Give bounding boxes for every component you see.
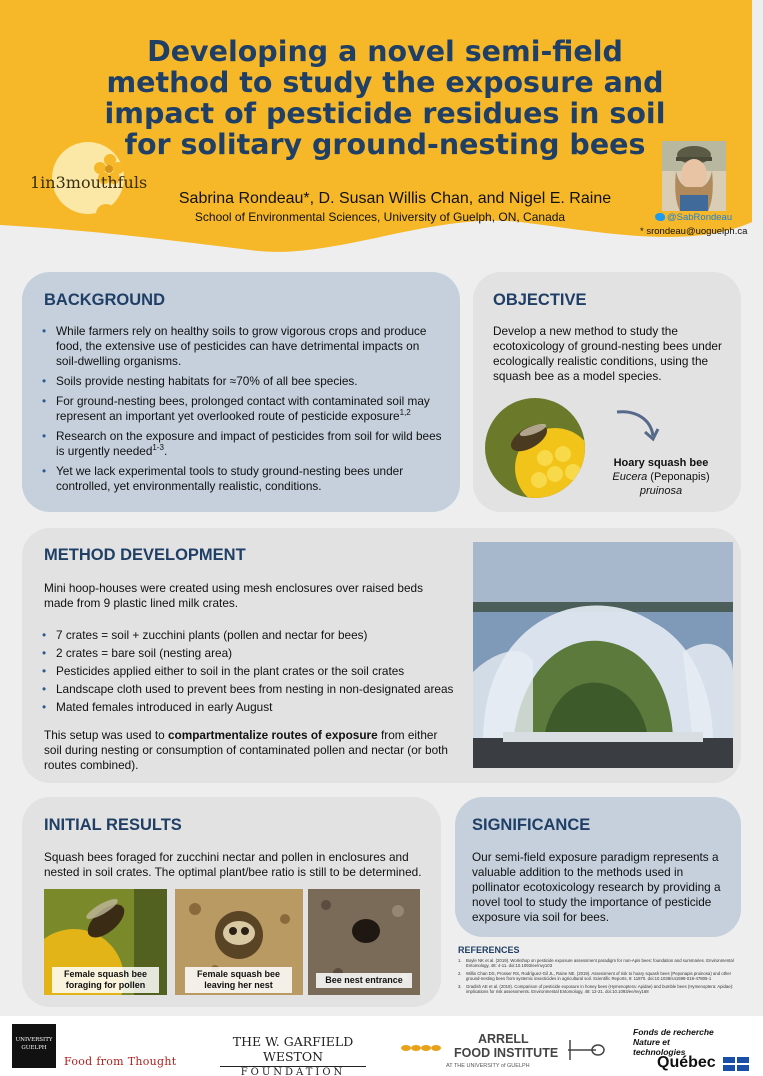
- list-item: • Research on the exposure and impact of pesticides from soil for wild bees is urgently needed$^{1-3}$.: [42, 429, 444, 459]
- fork-icon: [566, 1038, 606, 1062]
- guelph-logo: UNIVERSITY GUELPH: [12, 1024, 56, 1068]
- poster-header: [0, 0, 763, 270]
- results-text: Squash bees foraged for zucchini nectar and pollen in enclosures and nested in soil crates. The optimal plant/bee ratio is still to be determined.: [44, 850, 422, 879]
- authors: Sabrina Rondeau*, D. Susan Willis Chan, and Nigel E. Raine: [178, 190, 612, 207]
- arrell-logo: ARRELL FOOD INSTITUTE AT THE UNIVERSITY of GUELPH: [398, 1028, 608, 1072]
- photo-caption: Female squash bee foraging for pollen: [52, 967, 159, 993]
- species-scientific-name: Eucera (Peponapis) pruinosa: [612, 471, 710, 497]
- list-item: • 2 crates = bare soil (nesting area): [42, 646, 462, 661]
- food-from-thought-logo: Food from Thought: [64, 1055, 177, 1068]
- author-photo: [662, 141, 726, 211]
- results-heading: INITIAL RESULTS: [44, 816, 182, 834]
- quebec-flag-icon: [723, 1057, 749, 1071]
- photo-caption: Female squash bee leaving her nest: [185, 967, 292, 993]
- background-panel: [22, 272, 460, 512]
- hoop-house-photo: [473, 542, 733, 768]
- reference-item: 3. Gradish AE et al. (2019). Comparison of pesticide exposure in honey bees (Hymenoptera: Apidae) and bumble bees (Hymenoptera: Apidae): implications for risk assessments. Environmental Entomology, 48: 12-21. doi:10.1093/ee/nvy168: [458, 983, 734, 995]
- results-panel: [22, 797, 441, 1007]
- species-caption: [591, 456, 731, 498]
- method-panel: [22, 528, 741, 783]
- method-list: [42, 628, 462, 718]
- references-list: [458, 958, 743, 996]
- references-heading: REFERENCES: [458, 945, 520, 955]
- list-item: • Yet we lack experimental tools to study ground-nesting bees under controlled, yet environmentally realistic, conditions.: [42, 464, 444, 494]
- method-conclusion: This setup was used to compartmentalize routes of exposure from either soil during nesting or consumption of contaminated pollen and nectar (or both routes combined).: [44, 728, 448, 772]
- list-item: • Landscape cloth used to prevent bees from nesting in non-designated areas: [42, 682, 462, 697]
- list-item: • For ground-nesting bees, prolonged contact with contaminated soil may represent an important yet overlooked route of pesticide exposure$^{1,2}$: [42, 394, 444, 424]
- poster-title: Developing a novel semi-field method to study the exposure and impact of pesticide residues in soil for solitary ground-nesting bees: [104, 35, 666, 161]
- list-item: • 7 crates = soil + zucchini plants (pollen and nectar for bees): [42, 628, 462, 643]
- squash-bee-photo: [485, 398, 585, 498]
- objective-panel: [473, 272, 741, 512]
- wheat-icon: [398, 1036, 448, 1060]
- twitter-handle[interactable]: @SabRondeau: [655, 212, 732, 223]
- list-item: • While farmers rely on healthy soils to grow vigorous crops and produce food, the extensive use of pesticides can have detrimental impacts on soil-dwelling organisms.: [42, 324, 444, 369]
- significance-heading: SIGNIFICANCE: [472, 816, 591, 834]
- method-intro: Mini hoop-houses were created using mesh enclosures over raised beds made from 9 plastic lined milk crates.: [44, 581, 424, 610]
- list-item: • Soils provide nesting habitats for ≈70% of all bee species.: [42, 374, 444, 389]
- method-heading: METHOD DEVELOPMENT: [44, 546, 246, 564]
- significance-panel: [455, 797, 741, 937]
- arrow-icon: [613, 406, 663, 442]
- photo-caption: Bee nest entrance: [316, 973, 412, 988]
- affiliation: School of Environmental Sciences, University of Guelph, ON, Canada: [194, 210, 566, 224]
- weston-foundation-logo: THE W. GARFIELD WESTON FOUNDATION: [210, 1034, 376, 1076]
- objective-text: Develop a new method to study the ecotoxicology of ground-nesting bees under ecologically realistic conditions, using the squash bee as a model species.: [493, 324, 722, 383]
- reference-item: 2. Willis Chan DS, Prosser RS, Rodríguez-Gil JL, Raine NE. (2019). Assessment of risk to hoary squash bees (Peponapis pruinosa) and other ground-nesting bees from systemic insecticides in agricultural soil. Scientific Reports, 9: 11870. doi:10.1038/s41598-019-47805-1: [458, 970, 732, 982]
- reference-item: 1. Boyle NK et al. (2019). Workshop on pesticide exposure assessment paradigm for non-Apis bees: foundation and summaries. Environmental Entomology, 48: 4-11. doi:10.1093/ee/nvy103: [458, 958, 734, 969]
- author-email[interactable]: * srondeau@uoguelph.ca: [640, 226, 748, 237]
- significance-text: Our semi-field exposure paradigm represents a valuable addition to the methods used in pollinator ecotoxicology research by providing a novel tool to study the importance of pesticide exposure via soil for bees.: [472, 850, 721, 924]
- background-list: [42, 324, 444, 499]
- background-heading: BACKGROUND: [44, 291, 165, 309]
- objective-heading: OBJECTIVE: [493, 291, 587, 309]
- brand-name: 1in3mouthfuls: [30, 173, 148, 192]
- frq-logo: Fonds de recherche Nature et technologies Québec: [633, 1027, 753, 1071]
- list-item: • Mated females introduced in early August: [42, 700, 462, 715]
- twitter-icon: [655, 213, 665, 221]
- list-item: • Pesticides applied either to soil in the plant crates or the soil crates: [42, 664, 462, 679]
- species-common-name: Hoary squash bee: [613, 457, 709, 469]
